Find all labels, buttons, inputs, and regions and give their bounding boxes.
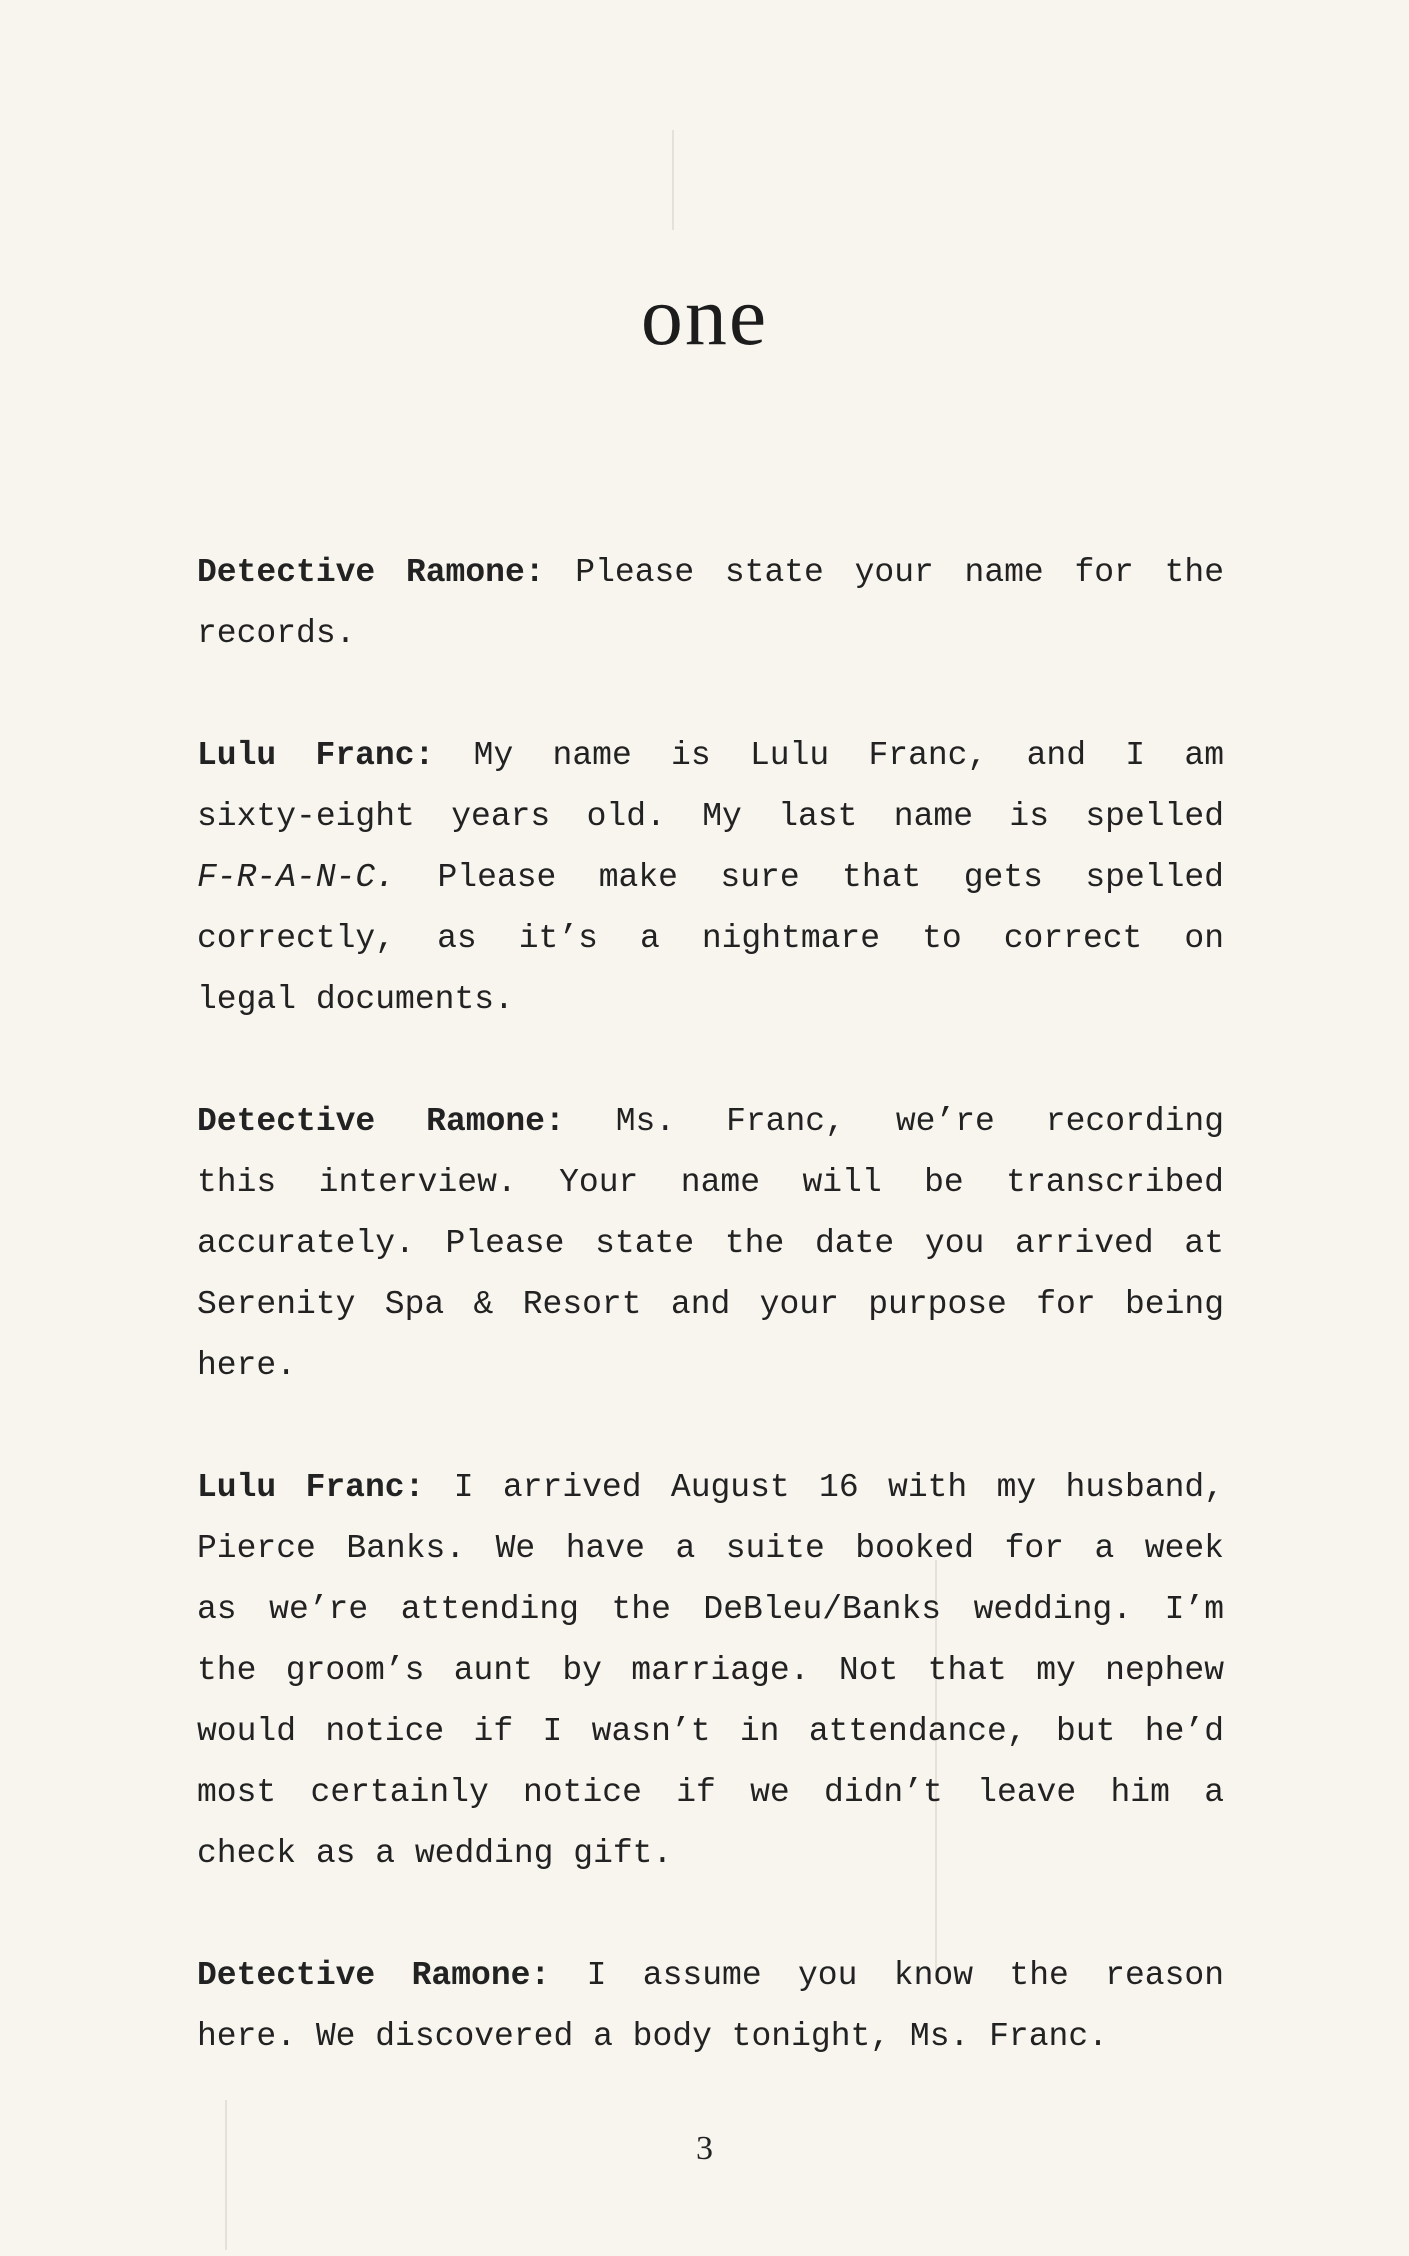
speaker-name: Lulu Franc: [197, 1469, 425, 1506]
line-text: My name is Lulu Franc, and I am [434, 737, 1224, 774]
text-line [197, 1579, 1224, 1640]
text-line [197, 1213, 1224, 1274]
speaker-name: Detective Ramone: [197, 1103, 565, 1140]
text-line [197, 1945, 1224, 2006]
dialogue-paragraph [197, 1945, 1224, 2067]
italic-text: F-R-A-N-C. [197, 859, 396, 896]
speaker-name: Detective Ramone: [197, 1957, 551, 1994]
speaker-name: Lulu Franc: [197, 737, 435, 774]
text-line [197, 542, 1224, 603]
line-text: Pierce Banks. We have a suite booked for a week [197, 1530, 1224, 1567]
line-text: Please state your name for the [544, 554, 1224, 591]
speaker-name: Detective Ramone: [197, 554, 545, 591]
line-text: accurately. Please state the date you arrived at [197, 1225, 1224, 1262]
dialogue-paragraph [197, 725, 1224, 1030]
line-text: check as a wedding gift. [197, 1835, 673, 1872]
text-line [197, 786, 1224, 847]
text-line [197, 1457, 1224, 1518]
line-text: records. [197, 615, 356, 652]
line-text: most certainly notice if we didn’t leave him a [197, 1774, 1224, 1811]
line-text: sixty-eight years old. My last name is spelled [197, 798, 1224, 835]
text-line [197, 1091, 1224, 1152]
line-text: the groom’s aunt by marriage. Not that my nephew [197, 1652, 1224, 1689]
line-text: Ms. Franc, we’re recording [564, 1103, 1224, 1140]
dialogue-paragraph [197, 542, 1224, 664]
page-number: 3 [696, 2130, 713, 2167]
text-line [197, 847, 1224, 908]
line-text: I assume you know the reason [586, 1957, 1224, 1994]
line-text: as we’re attending the DeBleu/Banks wedding. I’m [197, 1591, 1224, 1628]
text-line [197, 1518, 1224, 1579]
dialogue-paragraph [197, 1091, 1224, 1396]
line-text: here. We discovered a body tonight, Ms. Franc. [197, 2018, 1108, 2055]
text-line [197, 603, 1224, 664]
line-text: correctly, as it’s a nightmare to correct on [197, 920, 1224, 957]
text-line [197, 1152, 1224, 1213]
text-line [197, 2006, 1224, 2067]
transcript-body [197, 542, 1224, 2128]
line-text: this interview. Your name will be transcribed [197, 1164, 1224, 1201]
text-line [197, 1274, 1224, 1335]
text-line [197, 1762, 1224, 1823]
dialogue-paragraph [197, 1457, 1224, 1884]
text-line [197, 1701, 1224, 1762]
line-text: legal documents. [197, 981, 514, 1018]
text-line [197, 969, 1224, 1030]
line-text: Please make sure that gets spelled [395, 859, 1224, 896]
line-text: I arrived August 16 with my husband, [424, 1469, 1224, 1506]
line-text: here. [197, 1347, 297, 1384]
chapter-title: one [640, 270, 769, 363]
line-text: Serenity Spa & Resort and your purpose for being [197, 1286, 1224, 1323]
text-line [197, 1823, 1224, 1884]
text-line [197, 1640, 1224, 1701]
text-line [197, 725, 1224, 786]
text-line [197, 1335, 1224, 1396]
line-text: would notice if I wasn’t in attendance, but he’d [197, 1713, 1224, 1750]
text-line [197, 908, 1224, 969]
show-through-mark [672, 130, 674, 230]
